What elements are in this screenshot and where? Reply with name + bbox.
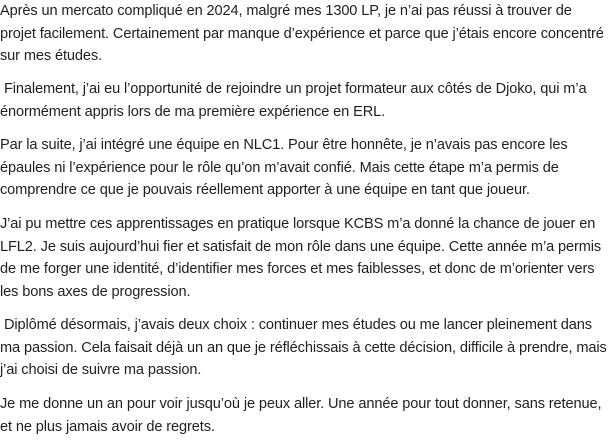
paragraph-kcbs-lfl2: J’ai pu mettre ces apprentissages en pratique lorsque KCBS m’a donné la chance de jouer en LFL2. Je suis aujourd’hui fier et satisfait de mon rôle dans une équipe. Cette année m’a permis de me forger une identité, d’identifier mes forces et mes faiblesses, et donc de m’orienter vers les bons axes de progression. bbox=[0, 216, 606, 300]
paragraph-diplome-choix: Diplômé désormais, j’avais deux choix : continuer mes études ou me lancer pleinement dans ma passion. Cela faisait déjà un an que je réfléchissais à cette décision, difficile à prendre, mais j’ai choisi de suivre ma passion. bbox=[0, 317, 611, 378]
paragraph-nlc1: Par la suite, j’ai intégré une équipe en NLC1. Pour être honnête, je n’avais pas encore les épaules ni l’expérience pour le rôle qu’on m’avait confié. Mais cette étape m’a permis de comprendre ce que je pouvais réellement apporter à une équipe en tant que joueur. bbox=[0, 137, 572, 198]
paragraph-mercato-2024: Après un mercato compliqué en 2024, malgré mes 1300 LP, je n’ai pas réussi à trouver de projet facilement. Certainement par manque d’expérience et parce que j’étais encore concentré sur mes études. bbox=[0, 3, 608, 64]
paragraph-projet-formateur: Finalement, j’ai eu l’opportunité de rejoindre un projet formateur aux côtés de Djoko, qui m’a énormément appris lors de ma première expérience en ERL. bbox=[0, 81, 591, 120]
paragraph-une-annee: Je me donne un an pour voir jusqu’où je peux aller. Une année pour tout donner, sans retenue, et ne plus jamais avoir de regrets. bbox=[0, 396, 606, 435]
